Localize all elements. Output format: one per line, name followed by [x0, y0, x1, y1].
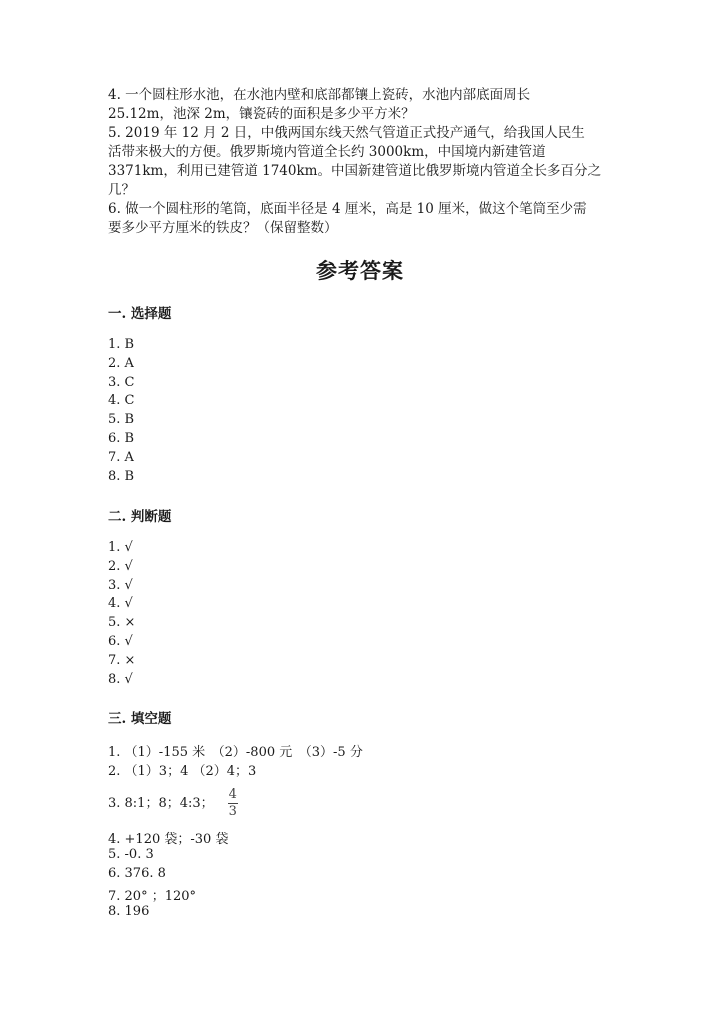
section-title-choice: 一. 选择题: [108, 306, 172, 322]
list-item: 8. B: [108, 468, 135, 484]
problem-line: 6. 做一个圆柱形的笔筒，底面半径是 4 厘米，高是 10 厘米，做这个笔筒至少需: [108, 201, 587, 217]
fill-answer-4: 4. +120 袋；-30 袋: [108, 832, 229, 847]
list-item: 6. B: [108, 430, 135, 446]
fraction-denominator: 3: [228, 804, 237, 819]
list-item: 3. C: [108, 374, 135, 390]
list-item: 4. C: [108, 393, 135, 409]
fraction-numerator: 4: [228, 787, 237, 802]
section-title-fill: 三. 填空题: [108, 711, 172, 727]
fill-answer-1: 1. （1）-155 米 （2）-800 元 （3）-5 分: [108, 745, 363, 760]
fraction: [228, 788, 238, 819]
list-item: 6. √: [108, 633, 133, 649]
list-item: 7. A: [108, 449, 134, 465]
list-item: 7. ×: [108, 652, 136, 668]
problem-line: 活带来极大的方便。俄罗斯境内管道全长约 3000km，中国境内新建管道: [108, 144, 546, 160]
answer-key-title: 参考答案: [316, 258, 404, 283]
list-item: 5. B: [108, 412, 135, 428]
problem-5: [108, 124, 613, 200]
problem-line: 5. 2019 年 12 月 2 日，中俄两国东线天然气管道正式投产通气，给我国人民生: [108, 125, 585, 141]
list-item: 1. √: [108, 540, 133, 555]
list-item: 2. √: [108, 558, 133, 574]
problem-line: 几？: [108, 182, 135, 198]
word-problems: [108, 86, 613, 238]
choice-answer-list: [108, 336, 134, 486]
problem-line: 要多少平方厘米的铁皮？（保留整数）: [108, 220, 338, 236]
list-item: 3. √: [108, 577, 133, 593]
fill-answer-3: [108, 788, 238, 819]
fill-answer-6: 6. 376. 8: [108, 866, 166, 881]
list-item: 8. √: [108, 671, 133, 687]
judge-answer-list: [108, 539, 135, 689]
problem-line: 4. 一个圆柱形水池，在水池内壁和底部都镶上瓷砖，水池内部底面周长: [108, 87, 531, 103]
list-item: 1. B: [108, 337, 135, 352]
fill-answer-8: 8. 196: [108, 904, 150, 919]
fill-answer-7: 7. 20° ；120°: [108, 889, 197, 904]
problem-line: 3371km，利用已建管道 1740km。中国新建管道比俄罗斯境内管道全长多百分之: [108, 163, 601, 179]
fill-answer-2: 2. （1）3；4 （2）4；3: [108, 764, 257, 779]
fill-answer-5: 5. -0. 3: [108, 847, 154, 862]
fill-answer-3-text: 3. 8:1；8；4:3；: [108, 796, 214, 811]
problem-4: [108, 86, 613, 124]
list-item: 2. A: [108, 355, 134, 371]
problem-line: 25.12m，池深 2m，镶瓷砖的面积是多少平方米？: [108, 106, 415, 122]
list-item: 4. √: [108, 596, 133, 612]
section-title-judge: 二. 判断题: [108, 509, 172, 525]
list-item: 5. ×: [108, 615, 136, 631]
problem-6: [108, 200, 613, 238]
